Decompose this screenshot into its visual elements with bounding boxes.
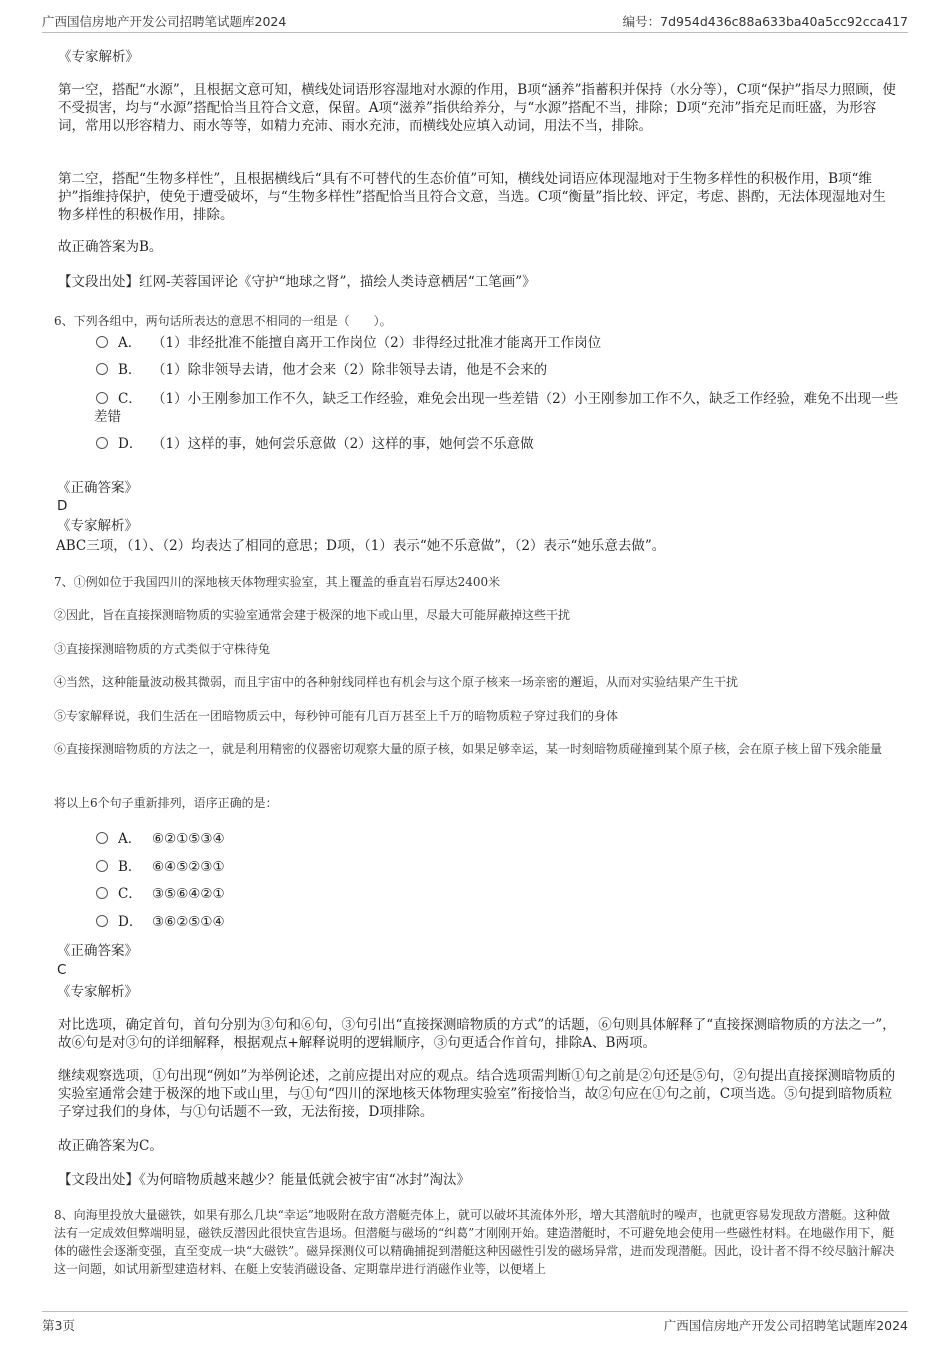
q7-sentence-5: ⑤专家解释说，我们生活在一团暗物质云中，每秒钟可能有几百万甚至上千万的暗物质粒子穿过我们的身体 bbox=[54, 709, 619, 723]
q6-option-a[interactable]: A． （1）非经批准不能擅自离开工作岗位（2）非得经过批准才能离开工作岗位 bbox=[94, 334, 899, 352]
q8-stem: 8、向海里投放大量磁铁，如果有那么几块“幸运”地吸附在敌方潜艇壳体上，就可以破坏其流体外形，增大其潜航时的噪声，也就更容易发现敌方潜艇。这种做法有一定成效但弊端明显，磁铁反潜因此很快宣告退场。但潜艇与磁场的“纠葛”才刚刚开始。建造潜艇时，不可避免地会使用一些磁性材料。在地磁作用下，艇体的磁性会逐渐变强，直至变成一块“大磁铁”。磁异探测仪可以精确捕捉到潜艇这种因磁性引发的磁场异常，进而发现潜艇。因此，设计者不得不绞尽脑汁解决这一问题，如试用新型建造材料、在艇上安装消磁设备、定期靠岸进行消磁作业等，以便堵上 bbox=[54, 1208, 895, 1276]
q6-option-d[interactable]: D． （1）这样的事，她何尝乐意做（2）这样的事，她何尝不乐意做 bbox=[94, 435, 899, 453]
q7-analysis-label: 《专家解析》 bbox=[57, 984, 138, 1000]
radio-icon[interactable] bbox=[96, 860, 108, 872]
q7-sentence-4: ④当然，这种能量波动极其微弱，而且宇宙中的各种射线同样也有机会与这个原子核来一场亲密的邂逅，从而对实验结果产生干扰 bbox=[54, 675, 739, 689]
radio-icon[interactable] bbox=[96, 363, 108, 375]
q7-option-a[interactable]: A． ⑥②①⑤③④ bbox=[94, 830, 899, 848]
q7-sentence-6: ⑥直接探测暗物质的方法之一，就是利用精密的仪器密切观察大量的原子核，如果足够幸运，某一时刻暗物质碰撞到某个原子核，会在原子核上留下残余能量 bbox=[54, 742, 883, 756]
q7-source: 【文段出处】《为何暗物质越来越少？能量低就会被宇宙“冰封”淘汰》 bbox=[58, 1172, 471, 1188]
q7-option-c[interactable]: C． ③⑤⑥④②① bbox=[94, 885, 899, 903]
q7-instruction: 将以上6个句子重新排列，语序正确的是： bbox=[54, 796, 278, 810]
q5-conclusion: 故正确答案为B。 bbox=[58, 239, 163, 255]
radio-icon[interactable] bbox=[96, 392, 108, 404]
q7-sentence-2: ②因此，旨在直接探测暗物质的实验室通常会建于极深的地下或山里，尽最大可能屏蔽掉这些干扰 bbox=[54, 608, 571, 622]
q7-sentence-1: 7、①例如位于我国四川的深地核天体物理实验室，其上覆盖的垂直岩石厚达2400米 bbox=[54, 575, 501, 589]
header-title: 广西国信房地产开发公司招聘笔试题库2024 bbox=[42, 14, 287, 29]
q7-option-b[interactable]: B． ⑥④⑤②③① bbox=[94, 858, 899, 876]
page-footer bbox=[42, 1311, 908, 1336]
q6-option-c[interactable]: C． （1）小王刚参加工作不久，缺乏工作经验，难免会出现一些差错（2）小王刚参加工作不久，缺乏工作经验，难免不出现一些差错 bbox=[94, 391, 899, 425]
radio-icon[interactable] bbox=[96, 887, 108, 899]
footer-title: 广西国信房地产开发公司招聘笔试题库2024 bbox=[663, 1318, 908, 1333]
header-doc-id: 编号：7d954d436c88a633ba40a5cc92cca417 bbox=[622, 14, 908, 29]
radio-icon[interactable] bbox=[96, 832, 108, 844]
radio-icon[interactable] bbox=[96, 336, 108, 348]
q6-analysis: ABC三项，（1）、（2）均表达了相同的意思；D项，（1）表示“她不乐意做”，（2）表示“她乐意去做”。 bbox=[56, 538, 666, 554]
q5-analysis-label: 《专家解析》 bbox=[58, 49, 139, 65]
q7-answer: C bbox=[57, 962, 67, 978]
q7-conclusion: 故正确答案为C。 bbox=[58, 1138, 163, 1154]
q7-analysis-p1: 对比选项，确定首句，首句分别为③句和⑥句，③句引出“直接探测暗物质的方式”的话题，⑥句则具体解释了“直接探测暗物质的方法之一”，故⑥句是对③句的详细解释，根据观点+解释说明的逻辑顺序，③句更适合作首句，排除A、B两项。 bbox=[58, 1017, 896, 1051]
q5-analysis-p2: 第二空，搭配“生物多样性”，且根据横线后“具有不可替代的生态价值”可知，横线处词语应体现湿地对于生物多样性的积极作用，B项“维护”指维持保护，使免于遭受破坏，与“生物多样性”搭配恰当且符合文意，当选。C项“衡量”指比较、评定，考虑、斟酌，无法体现湿地对生物多样性的积极作用，排除。 bbox=[58, 171, 886, 223]
page-header bbox=[42, 10, 908, 33]
q5-source: 【文段出处】红网-芙蓉国评论《守护“地球之肾”，描绘人类诗意栖居“工笔画”》 bbox=[58, 274, 536, 290]
q6-analysis-label: 《专家解析》 bbox=[57, 518, 138, 534]
q6-answer: D bbox=[57, 498, 68, 514]
q7-sentence-3: ③直接探测暗物质的方式类似于守株待兔 bbox=[54, 642, 271, 656]
q7-option-d[interactable]: D． ③⑥②⑤①④ bbox=[94, 913, 899, 931]
q7-answer-label: 《正确答案》 bbox=[57, 943, 138, 959]
q5-analysis-p1: 第一空，搭配“水源”，且根据文意可知，横线处词语形容湿地对水源的作用，B项“涵养”指蓄积并保持（水分等），C项“保护”指尽力照顾，使不受损害，均与“水源”搭配恰当且符合文意，保留。A项“滋养”指供给养分，与“水源”搭配不当，排除；D项“充沛”指充足而旺盛，为形容词，常用以形容精力、雨水等等，如精力充沛、雨水充沛，而横线处应填入动词，用法不当，排除。 bbox=[58, 82, 896, 134]
q6-option-b[interactable]: B． （1）除非领导去请，他才会来（2）除非领导去请，他是不会来的 bbox=[94, 361, 899, 379]
q6-stem: 6、下列各组中，两句话所表达的意思不相同的一组是（ ）。 bbox=[54, 314, 392, 328]
page-number: 第3页 bbox=[42, 1318, 75, 1333]
q6-answer-label: 《正确答案》 bbox=[57, 480, 138, 496]
radio-icon[interactable] bbox=[96, 437, 108, 449]
radio-icon[interactable] bbox=[96, 915, 108, 927]
q7-analysis-p2: 继续观察选项，①句出现“例如”为举例论述，之前应提出对应的观点。结合选项需判断①句之前是②句还是⑤句，②句提出直接探测暗物质的实验室通常会建于极深的地下或山里，与①句“四川的深地核天体物理实验室”衔接恰当，故②句应在①句之前，C项当选。⑤句提到暗物质粒子穿过我们的身体，与①句话题不一致，无法衔接，D项排除。 bbox=[58, 1068, 896, 1120]
